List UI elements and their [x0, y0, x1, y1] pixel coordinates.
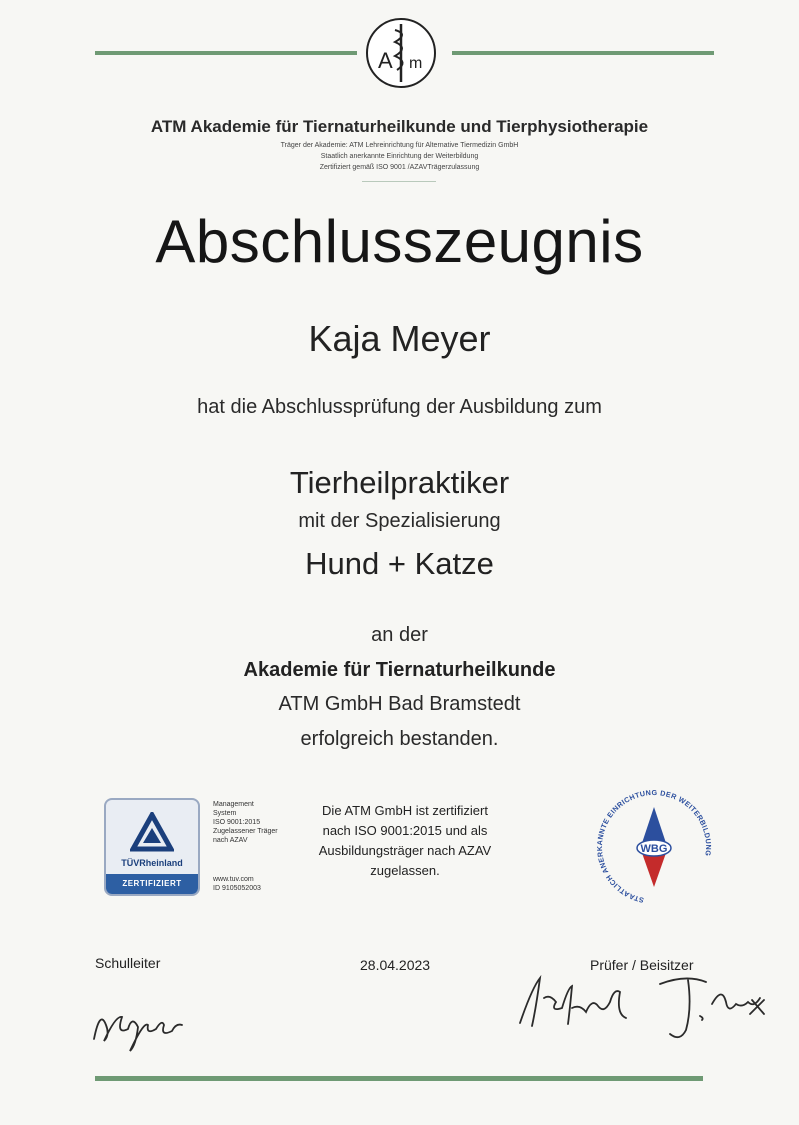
svg-text:A: A: [378, 48, 393, 73]
pruefer-label: Prüfer / Beisitzer: [590, 957, 694, 973]
tuv-status: ZERTIFIZIERT: [106, 874, 198, 894]
header-rule-right: [452, 51, 714, 55]
tuv-info-line: nach AZAV: [213, 837, 248, 844]
tuv-info: [213, 800, 278, 845]
tuv-brand: TÜVRheinland: [121, 858, 183, 868]
academy-title: ATM Akademie für Tiernaturheilkunde und Tierphysiotherapie: [150, 117, 649, 136]
signature-schulleiter: [86, 995, 196, 1055]
tuv-info-line: Management: [213, 801, 254, 808]
svg-text:m: m: [409, 55, 423, 72]
an-der-text: an der: [371, 624, 428, 646]
tuv-web-line: www.tuv.com: [213, 876, 254, 883]
result-text: erfolgreich bestanden.: [300, 728, 499, 750]
footer-rule: [95, 1076, 703, 1081]
exam-intro: hat die Abschlussprüfung der Ausbildung zum: [197, 396, 602, 418]
signature-pruefer: [510, 968, 780, 1048]
academy-name: Akademie für Tiernaturheilkunde: [243, 659, 556, 681]
academy-sub-line: Träger der Akademie: ATM Lehreinrichtung für Alternative Tiermedizin GmbH: [280, 142, 519, 149]
tuv-info-line: System: [213, 810, 237, 817]
tuv-info-line: ISO 9001:2015: [213, 819, 261, 826]
academy-location: ATM GmbH Bad Bramstedt: [278, 693, 521, 715]
wbg-label: WBG: [640, 843, 668, 855]
atm-logo: [364, 16, 438, 90]
header-rule-left: [95, 51, 357, 55]
sub-divider: [362, 181, 436, 182]
specialization: Hund + Katze: [305, 546, 494, 581]
specialization-intro: mit der Spezialisierung: [298, 510, 501, 532]
tuv-id-line: ID 9105052003: [213, 885, 261, 892]
issue-date: 28.04.2023: [360, 957, 431, 973]
academy-sub-line: Zertifiziert gemäß ISO 9001 /AZAVTrägerzulassung: [319, 164, 480, 171]
tuv-info-line: Zugelassener Träger: [213, 828, 278, 835]
schulleiter-label: Schulleiter: [95, 955, 161, 971]
tuv-web: [213, 875, 261, 893]
wbg-seal: [594, 783, 714, 911]
academy-sub-line: Staatlich anerkannte Einrichtung der Weiterbildung: [320, 153, 479, 160]
tuv-triangle-icon: [130, 812, 174, 852]
certification-statement: Die ATM GmbH ist zertifiziert nach ISO 9001:2015 und als Ausbildungsträger nach AZAV zugelassen.: [318, 803, 492, 878]
wbg-ring-text: STAATLICH ANERKANNTE EINRICHTUNG DER WEITERBILDUNG: [594, 787, 714, 905]
recipient-name: Kaja Meyer: [308, 318, 491, 359]
tuv-badge: [104, 798, 200, 896]
profession: Tierheilpraktiker: [289, 465, 510, 500]
certificate-title: Abschlusszeugnis: [155, 208, 644, 275]
